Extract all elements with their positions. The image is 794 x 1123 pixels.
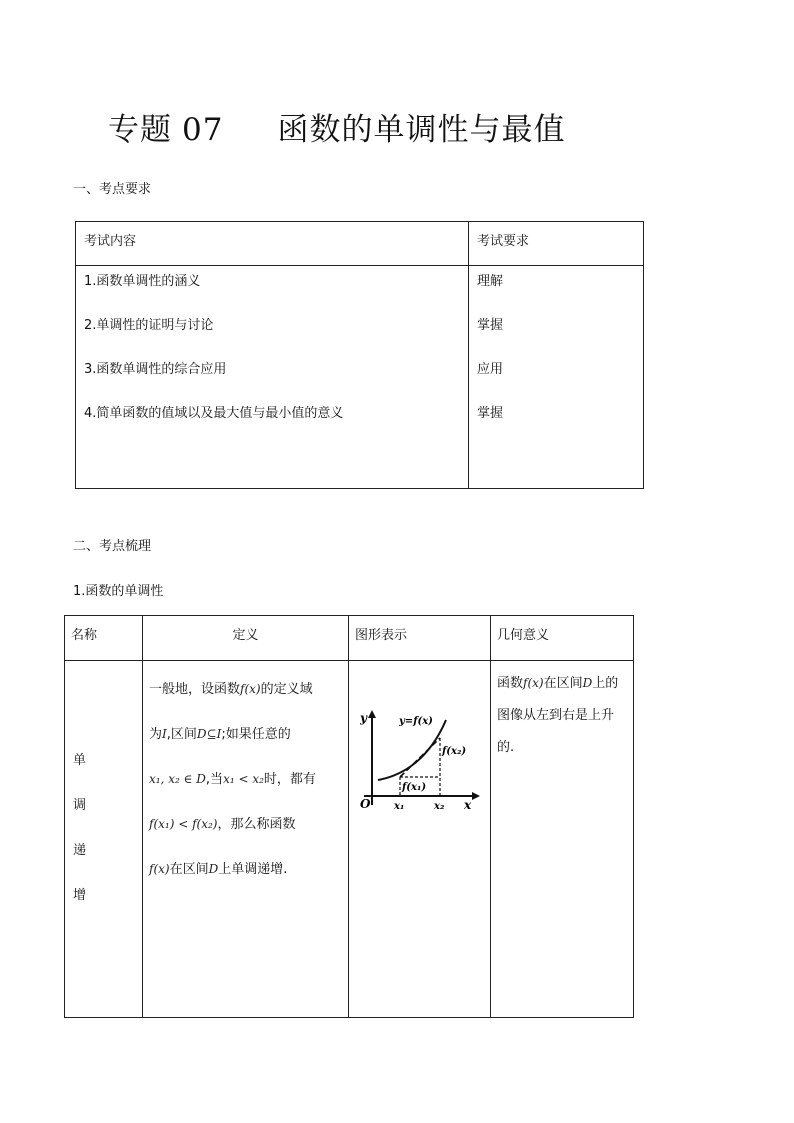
def-text: 在区间 (169, 862, 209, 877)
geometry-text (497, 667, 629, 764)
x1-label: x₁ (394, 801, 405, 810)
math-fx: f(x) (240, 682, 261, 696)
fx2-label: f(x₂) (442, 746, 467, 757)
requirement-item: 应用 (477, 362, 504, 377)
y-axis-label: y (360, 711, 367, 725)
increasing-function-graph (360, 710, 482, 810)
content-item: 1.函数单调性的涵义 (84, 274, 201, 289)
content-item: 2.单调性的证明与讨论 (84, 318, 214, 333)
title-prefix: 专题 (108, 112, 172, 148)
y-axis-arrow-icon (368, 710, 376, 718)
x2-label: x₂ (434, 801, 445, 810)
geo-text: 在区间 (543, 676, 583, 691)
definition-line (149, 712, 344, 757)
increasing-row (65, 661, 634, 1018)
curve-label: y=f(x) (399, 716, 433, 727)
page-title (108, 104, 565, 149)
math-x1-x2-in-D: x₁, x₂ ∈ D (149, 772, 206, 786)
def-text: ,当 (205, 772, 224, 787)
def-text: 一般地，设函数 (149, 682, 241, 697)
requirement-item: 理解 (477, 274, 504, 289)
graph-cell (349, 661, 491, 1018)
monotonicity-header-row (65, 616, 634, 661)
def-text: 上单调递增. (218, 862, 288, 877)
title-number: 07 (182, 112, 224, 148)
origin-label: O (360, 797, 371, 810)
def-text: ，那么称函数 (217, 817, 296, 832)
def-text: ,区间 (166, 727, 197, 742)
header-exam-content: 考试内容 (76, 222, 469, 266)
def-text: 为 (149, 727, 163, 742)
def-text: 的定义域 (260, 682, 313, 697)
math-fx1-lt-fx2: f(x₁) < f(x₂) (149, 817, 218, 831)
name-char: 调 (73, 798, 87, 813)
monotonicity-table (64, 615, 634, 1018)
math-fx: f(x) (523, 676, 544, 690)
header-name: 名称 (65, 616, 143, 661)
def-text: 时，都有 (263, 772, 316, 787)
x-axis-label: x (464, 798, 472, 810)
definition-line (149, 847, 344, 892)
geo-text: 函数 (497, 676, 524, 691)
definition-line (149, 802, 344, 847)
content-column (76, 266, 469, 489)
content-item: 3.函数单调性的综合应用 (84, 362, 227, 377)
definition-line (149, 667, 344, 712)
curve-line (378, 720, 446, 780)
definition-cell (143, 661, 349, 1018)
name-char: 增 (73, 888, 87, 903)
requirements-body-row (76, 266, 644, 489)
geometric-meaning-cell (491, 661, 634, 1018)
math-D: D (582, 676, 593, 690)
requirement-item: 掌握 (477, 318, 504, 333)
requirements-header-row (76, 222, 644, 266)
requirements-table (75, 221, 644, 489)
header-geometric-meaning: 几何意义 (491, 616, 634, 661)
math-fx: f(x) (149, 862, 170, 876)
requirement-item: 掌握 (477, 406, 504, 421)
header-definition: 定义 (143, 616, 349, 661)
section-heading-review: 二、考点梳理 (73, 539, 152, 554)
math-I: I (162, 727, 167, 741)
name-char: 递 (73, 843, 87, 858)
name-cell-increasing (65, 661, 143, 1018)
subheading-monotonicity: 1.函数的单调性 (73, 584, 164, 599)
header-exam-requirement: 考试要求 (469, 222, 644, 266)
geo-text: 上的图像从左到右是上升的. (497, 676, 619, 755)
math-D: D (208, 862, 219, 876)
def-text: ;如果任意的 (221, 727, 291, 742)
math-x1-lt-x2: x₁ < x₂ (223, 772, 264, 786)
requirement-column (469, 266, 644, 489)
content-item: 4.简单函数的值域以及最大值与最小值的意义 (84, 406, 344, 421)
header-graph: 图形表示 (349, 616, 491, 661)
math-D-subset-I: D⊆I (196, 727, 222, 741)
fx1-label: f(x₁) (402, 782, 427, 793)
title-main: 函数的单调性与最值 (277, 112, 566, 148)
name-char: 单 (73, 753, 87, 768)
secant-line (400, 738, 440, 777)
x-axis-arrow-icon (472, 792, 480, 800)
section-heading-requirements: 一、考点要求 (73, 182, 152, 197)
definition-line (149, 757, 344, 802)
